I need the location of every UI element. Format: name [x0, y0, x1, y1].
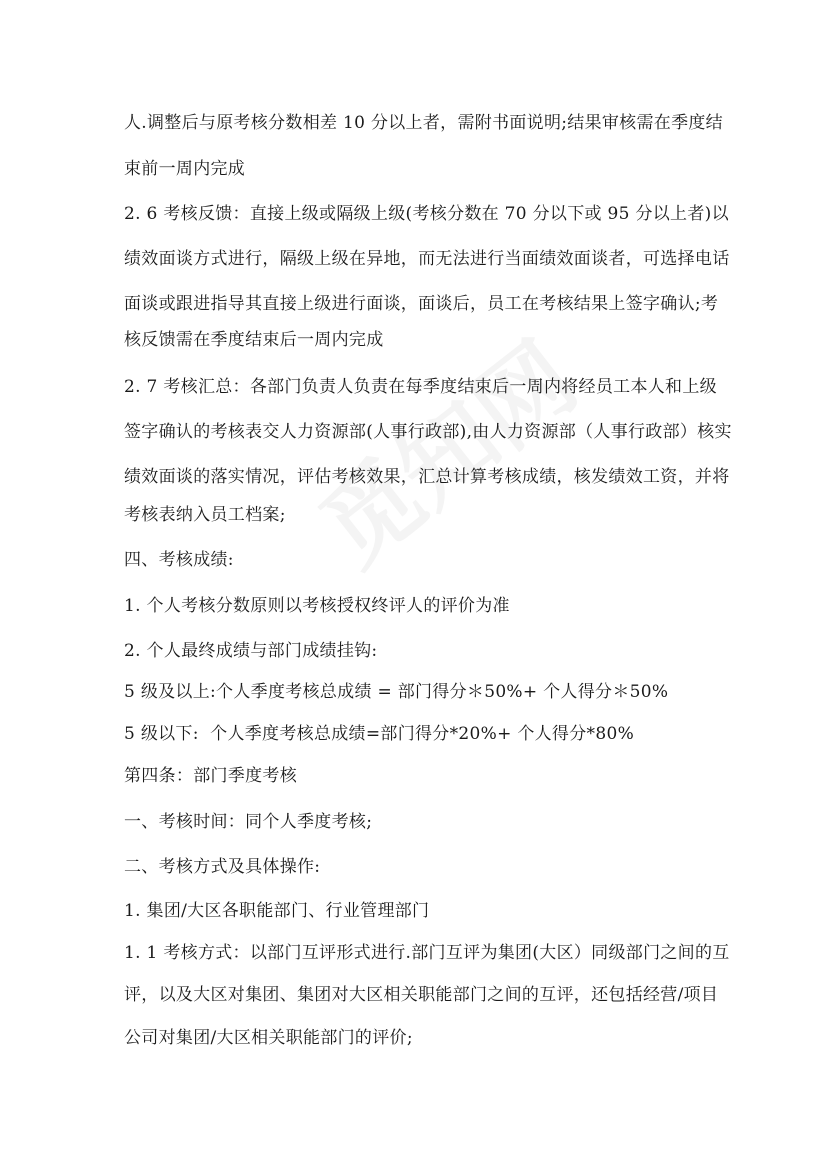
text-line: 1. 集团/大区各职能部门、行业管理部门 — [124, 901, 430, 921]
text-line: 1. 个人考核分数原则以考核授权终评人的评价为准 — [124, 596, 510, 616]
text-line: 四、考核成绩: — [124, 550, 234, 570]
text-line: 1. 1 考核方式：以部门互评形式进行.部门互评为集团(大区）同级部门之间的互 — [124, 943, 730, 963]
text-line: 面谈或跟进指导其直接上级进行面谈，面谈后，员工在考核结果上签字确认;考 — [124, 294, 719, 314]
text-line: 二、考核方式及具体操作: — [124, 857, 321, 877]
text-line: 绩效面谈的落实情况，评估考核效果，汇总计算考核成绩，核发绩效工资，并将 — [124, 467, 730, 487]
text-line: 人.调整后与原考核分数相差 10 分以上者，需附书面说明;结果审核需在季度结 — [124, 113, 723, 133]
text-line: 2. 7 考核汇总：各部门负责人负责在每季度结束后一周内将经员工本人和上级 — [124, 377, 717, 397]
text-line: 2. 个人最终成绩与部门成绩挂钩: — [124, 641, 378, 661]
text-line: 核反馈需在季度结束后一周内完成 — [124, 330, 384, 350]
text-line: 2. 6 考核反馈：直接上级或隔级上级(考核分数在 70 分以下或 95 分以上者)以 — [124, 204, 729, 224]
text-line: 绩效面谈方式进行，隔级上级在异地，而无法进行当面绩效面谈者，可选择电话 — [124, 249, 730, 269]
text-line: 考核表纳入员工档案; — [124, 505, 286, 525]
text-line: 一、考核时间：同个人季度考核; — [124, 812, 373, 832]
text-line: 评，以及大区对集团、集团对大区相关职能部门之间的互评，还包括经营/项目 — [124, 985, 719, 1005]
text-line: 5 级及以上:个人季度考核总成绩 = 部门得分＊50%+ 个人得分＊50% — [124, 682, 669, 702]
text-line: 5 级以下: 个人季度考核总成绩=部门得分*20%+ 个人得分*80% — [124, 724, 635, 744]
text-line: 第四条：部门季度考核 — [124, 766, 297, 786]
text-line: 签字确认的考核表交人力资源部(人事行政部),由人力资源部（人事行政部）核实 — [124, 422, 732, 442]
text-line: 公司对集团/大区相关职能部门的评价; — [124, 1028, 413, 1048]
text-line: 束前一周内完成 — [124, 159, 246, 179]
